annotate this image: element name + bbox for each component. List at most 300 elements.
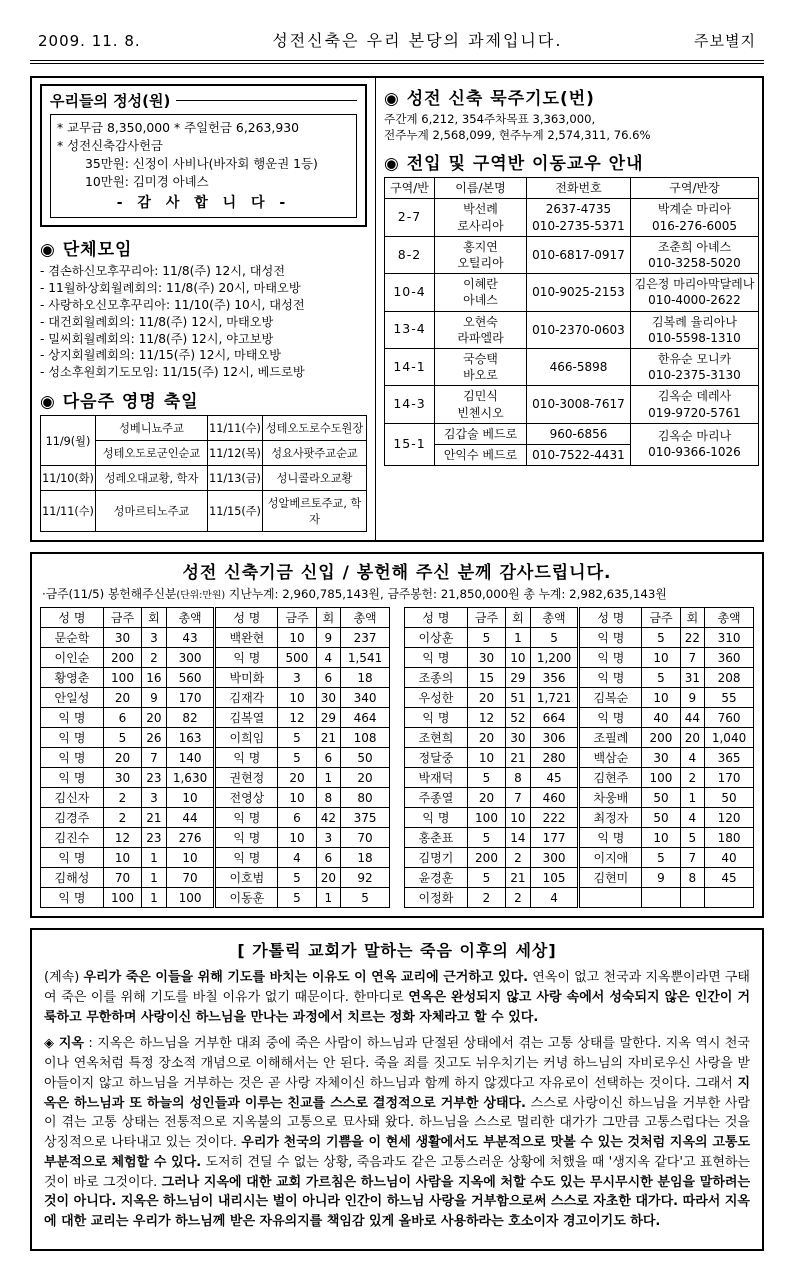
phone-cell	[527, 236, 631, 273]
table-row	[405, 848, 754, 868]
text-segment: ◈ 지옥	[44, 1036, 84, 1052]
donor-name-cell: 김현미	[579, 868, 642, 888]
donor-amount-cell: 30	[467, 648, 505, 668]
table-row	[385, 236, 759, 273]
donor-amount-cell: 44	[680, 708, 704, 728]
cell-line: 010-9025-2153	[532, 285, 625, 300]
donor-amount-cell: 464	[341, 708, 390, 728]
donor-amount-cell: 30	[103, 628, 141, 648]
offering-title-row	[50, 90, 357, 111]
donor-amount-cell: 20	[467, 728, 505, 748]
donor-amount-cell: 40	[705, 848, 754, 868]
donor-amount-cell: 5	[642, 668, 680, 688]
donor-name-cell: 이인순	[41, 648, 104, 668]
column-header: 구역/반	[385, 178, 435, 199]
table-row	[385, 386, 759, 423]
meeting-item: - 상지회월례회의: 11/15(주) 12시, 마태오방	[40, 348, 282, 363]
donor-amount-cell: 664	[530, 708, 579, 728]
donor-amount-cell: 3	[142, 628, 166, 648]
top-section	[30, 76, 764, 542]
header	[30, 26, 764, 64]
name-cell	[435, 199, 527, 236]
donor-name-cell: 안일성	[41, 688, 104, 708]
donor-amount-cell: 21	[142, 808, 166, 828]
donor-amount-cell: 4	[680, 808, 704, 828]
column-header: 회	[142, 608, 166, 628]
donor-amount-cell: 5	[467, 768, 505, 788]
donor-name-cell: 김복순	[579, 688, 642, 708]
donor-amount-cell: 5	[642, 848, 680, 868]
donor-amount-cell: 50	[341, 748, 390, 768]
table-row	[41, 768, 390, 788]
donor-amount-cell: 22	[680, 628, 704, 648]
donor-amount-cell: 222	[530, 808, 579, 828]
donor-amount-cell: 20	[103, 748, 141, 768]
cell-line: 로사리아	[457, 218, 504, 233]
donor-amount-cell: 356	[530, 668, 579, 688]
donor-amount-cell: 2	[142, 648, 166, 668]
name-cell	[435, 311, 527, 348]
table-row	[41, 728, 390, 748]
donor-name-cell: 백삼순	[579, 748, 642, 768]
table-row	[41, 888, 390, 908]
donor-amount-cell: 55	[705, 688, 754, 708]
donor-name-cell: 익 명	[215, 648, 278, 668]
donor-name-cell: 익 명	[579, 668, 642, 688]
cell-line: 010-2735-5371	[532, 218, 625, 233]
donor-name-cell: 익 명	[215, 848, 278, 868]
donor-name-cell: 윤경훈	[405, 868, 468, 888]
table-header-row	[41, 608, 390, 628]
donor-amount-cell: 52	[506, 708, 530, 728]
donor-amount-cell: 200	[103, 648, 141, 668]
donor-name-cell: 김해성	[41, 868, 104, 888]
donor-amount-cell: 180	[705, 828, 754, 848]
cell-line: 2637-4735	[545, 202, 612, 217]
leader-cell	[631, 199, 759, 236]
donor-amount-cell: 12	[278, 708, 316, 728]
donor-amount-cell: 20	[103, 688, 141, 708]
donor-name-cell: 익 명	[405, 648, 468, 668]
donor-amount-cell: 14	[506, 828, 530, 848]
donor-amount-cell: 5	[278, 868, 316, 888]
donor-amount-cell: 2	[467, 888, 505, 908]
donor-amount-cell: 365	[705, 748, 754, 768]
donor-amount-cell	[705, 888, 754, 908]
article-title: [ 가톨릭 교회가 말하는 죽음 이후의 세상]	[237, 941, 557, 961]
donor-amount-cell: 1	[142, 888, 166, 908]
donor-amount-cell: 760	[705, 708, 754, 728]
donor-name-cell: 차웅배	[579, 788, 642, 808]
text-segment: 우리가 천국의 기쁨을 이 현세 생활에서도 부분적으로 맛볼 수 있는 것처럼 지옥의 고통도 부분적으로 체험할 수 있다.	[44, 1135, 750, 1170]
donations-section	[30, 552, 764, 918]
donor-amount-cell: 10	[467, 748, 505, 768]
donor-amount-cell: 8	[316, 788, 340, 808]
donations-subtitle	[42, 585, 752, 602]
table-row	[405, 868, 754, 888]
donor-name-cell: 조필례	[579, 728, 642, 748]
donor-amount-cell: 560	[166, 668, 215, 688]
donor-name-cell: 조종의	[405, 668, 468, 688]
donor-name-cell: 우성한	[405, 688, 468, 708]
donor-amount-cell: 45	[705, 868, 754, 888]
donor-amount-cell: 5	[467, 828, 505, 848]
donor-amount-cell	[642, 888, 680, 908]
feast-cell: 성베니뇨주교	[96, 416, 208, 441]
donor-name-cell: 홍춘표	[405, 828, 468, 848]
meeting-item: - 11월하상회월례회의: 11/8(주) 20시, 마태오방	[40, 281, 301, 296]
donor-name-cell: 황영춘	[41, 668, 104, 688]
table-row	[41, 668, 390, 688]
donor-amount-cell: 8	[506, 768, 530, 788]
donor-amount-cell: 4	[316, 648, 340, 668]
column-header: 회	[506, 608, 530, 628]
donor-amount-cell: 20	[467, 788, 505, 808]
table-row	[41, 628, 390, 648]
donor-amount-cell: 5	[278, 888, 316, 908]
donor-amount-cell: 9	[142, 688, 166, 708]
cell-line: 박계순 마리아	[657, 202, 732, 217]
cell-line: 김은정 마리아막달레나	[634, 277, 755, 292]
thanks-line: - 감 사 합 니 다 -	[116, 194, 291, 211]
zone-cell: 13-4	[385, 311, 435, 348]
donor-amount-cell: 108	[341, 728, 390, 748]
donor-amount-cell: 4	[530, 888, 579, 908]
donor-amount-cell: 21	[316, 728, 340, 748]
donor-amount-cell: 3	[278, 668, 316, 688]
table-row	[41, 466, 367, 491]
donor-amount-cell: 1	[680, 788, 704, 808]
feast-cell: 11/11(수)	[208, 416, 263, 441]
feast-cell: 성니콜라오교황	[263, 466, 367, 491]
leader-cell	[631, 348, 759, 385]
column-header: 전화번호	[527, 178, 631, 199]
table-row	[405, 808, 754, 828]
donor-amount-cell: 26	[142, 728, 166, 748]
cell-line: 010-6817-0917	[532, 247, 625, 262]
cell-line: 국승택	[463, 351, 498, 366]
title-rule	[176, 100, 357, 101]
donor-amount-cell: 10	[642, 648, 680, 668]
feast-cell: 11/11(수)	[41, 491, 96, 532]
rosary-heading: ◉ 성전 신축 묵주기도(번)	[384, 89, 595, 109]
donor-amount-cell: 42	[316, 808, 340, 828]
offering-line: 35만원: 신정이 사비나(바자회 행운권 1등)	[85, 155, 318, 171]
table-row	[405, 788, 754, 808]
donor-amount-cell: 80	[341, 788, 390, 808]
donor-amount-cell: 360	[705, 648, 754, 668]
feast-cell: 성테오도로수도원장	[263, 416, 367, 441]
donor-name-cell: 익 명	[215, 748, 278, 768]
donor-amount-cell: 5	[103, 728, 141, 748]
name-cell: 안익수 베드로	[435, 444, 527, 465]
cell-line: 오현숙	[463, 314, 498, 329]
donor-amount-cell: 16	[142, 668, 166, 688]
donor-name-cell: 이지애	[579, 848, 642, 868]
donor-amount-cell: 82	[166, 708, 215, 728]
donor-name-cell: 익 명	[41, 748, 104, 768]
offering-detail-box	[50, 114, 357, 218]
cell-line: 010-5598-1310	[648, 330, 741, 345]
donor-name-cell: 전영상	[215, 788, 278, 808]
table-row	[41, 848, 390, 868]
donor-amount-cell: 1	[142, 868, 166, 888]
text-segment: (계속)	[44, 970, 84, 986]
donor-name-cell: 김현주	[579, 768, 642, 788]
feast-heading: ◉ 다음주 영명 축일	[40, 392, 199, 413]
donor-amount-cell: 1,541	[341, 648, 390, 668]
table-row	[405, 688, 754, 708]
donor-amount-cell: 1,040	[705, 728, 754, 748]
table-row	[41, 708, 390, 728]
column-header: 총액	[530, 608, 579, 628]
donor-amount-cell: 300	[166, 648, 215, 668]
donations-table-left	[40, 607, 390, 908]
table-row	[41, 688, 390, 708]
donor-amount-cell: 2	[506, 848, 530, 868]
cell-line: 010-4000-2622	[648, 293, 741, 308]
table-row	[405, 748, 754, 768]
cell-line: 오틸리아	[457, 256, 504, 271]
donor-amount-cell: 1,200	[530, 648, 579, 668]
donor-amount-cell: 45	[530, 768, 579, 788]
feast-cell: 성알베르토주교, 학자	[263, 491, 367, 532]
donor-amount-cell: 1	[316, 888, 340, 908]
donor-amount-cell: 23	[142, 768, 166, 788]
donor-amount-cell: 276	[166, 828, 215, 848]
donor-name-cell: 이동훈	[215, 888, 278, 908]
table-row	[385, 311, 759, 348]
text-segment: 지옥은 하느님과 또 하늘의 성인들과 이루는 친교를 스스로 결정적으로 거부한 상태다.	[44, 1075, 750, 1111]
donor-amount-cell: 120	[705, 808, 754, 828]
donor-amount-cell: 10	[278, 828, 316, 848]
phone-cell	[527, 199, 631, 236]
donor-amount-cell: 23	[142, 828, 166, 848]
donor-amount-cell: 10	[166, 788, 215, 808]
column-header: 금주	[278, 608, 316, 628]
text-segment: 스스로 사랑이신 하느님을 거부한 사람이 겪는 고통 상태는 전통적으로 지옥불의 고통으로 묘사돼 왔다. 하느님을 스스로 멀리한 대가가 그만큼 고통스럽다는 것을 상징적으로 나타내고 있는 것이다.	[44, 1095, 751, 1151]
meeting-item: - 대건회월례회의: 11/8(주) 12시, 마태오방	[40, 314, 274, 329]
leader-cell	[631, 311, 759, 348]
name-cell: 김갑술 베드로	[435, 423, 527, 444]
table-row	[41, 648, 390, 668]
donor-amount-cell: 20	[142, 708, 166, 728]
donor-name-cell: 박재덕	[405, 768, 468, 788]
donor-amount-cell: 70	[166, 868, 215, 888]
feast-cell: 11/10(화)	[41, 466, 96, 491]
leader-cell	[631, 423, 759, 465]
meeting-item: - 사랑하오신모후꾸리아: 11/10(주) 10시, 대성전	[40, 297, 305, 312]
donor-amount-cell: 500	[278, 648, 316, 668]
header-date: 2009. 11. 8.	[38, 32, 141, 50]
cell-line: 016-276-6005	[651, 218, 737, 233]
column-header: 금주	[103, 608, 141, 628]
donor-amount-cell: 10	[278, 788, 316, 808]
rosary-line: 전주누계 2,568,099, 현주누계 2,574,311, 76.6%	[384, 127, 651, 142]
donor-amount-cell: 140	[166, 748, 215, 768]
text-segment: 그러나 지옥에 대한 교회 가르침은 하느님이 사람을 지옥에 처할 수도 있는 무시무시한 분임을 말하려는 것이 아니다. 지옥은 하느님이 내리시는 벌이 아니라 인간이 하느님 사랑을 거부함으로써 스스로 자초한 대가다. 따라서 지옥에 대한 교리는 우리가 하느님께 받은 자유의지를 책임감 있게 올바로 사용하라는 호소이자 경고이기도 하다.	[44, 1174, 750, 1230]
table-row	[405, 888, 754, 908]
subtitle-week: ·금주(11/5) 봉헌해주신분	[42, 587, 177, 602]
offering-line: 10만원: 김미경 아녜스	[85, 173, 209, 189]
column-header: 회	[316, 608, 340, 628]
donor-name-cell: 익 명	[579, 628, 642, 648]
donor-amount-cell: 10	[642, 688, 680, 708]
cell-line: 010-3008-7617	[532, 397, 625, 412]
donor-amount-cell: 20	[278, 768, 316, 788]
donor-amount-cell: 29	[316, 708, 340, 728]
donor-amount-cell: 30	[506, 728, 530, 748]
zone-cell: 14-1	[385, 348, 435, 385]
donor-name-cell: 익 명	[579, 648, 642, 668]
donor-amount-cell: 6	[278, 808, 316, 828]
donor-name-cell: 김경주	[41, 808, 104, 828]
donor-name-cell: 익 명	[579, 708, 642, 728]
name-cell	[435, 236, 527, 273]
donor-name-cell: 조현희	[405, 728, 468, 748]
donor-amount-cell: 50	[705, 788, 754, 808]
cell-line: 김복례 율리아나	[652, 314, 737, 329]
donor-amount-cell: 100	[467, 808, 505, 828]
donor-amount-cell: 200	[467, 848, 505, 868]
donor-amount-cell: 2	[680, 768, 704, 788]
phone-cell	[527, 311, 631, 348]
feast-cell: 성테오도로군인순교	[96, 441, 208, 466]
table-row	[41, 788, 390, 808]
donor-amount-cell: 3	[316, 828, 340, 848]
donor-amount-cell: 18	[341, 668, 390, 688]
header-edition-label: 주보별지	[694, 32, 756, 50]
phone-cell: 960-6856	[527, 423, 631, 444]
column-header: 금주	[467, 608, 505, 628]
cell-line: 019-9720-5761	[648, 405, 741, 420]
subtitle-totals: 지난누계: 2,960,785,143원, 금주봉헌: 21,850,000원 총 누계: 2,982,635,143원	[225, 587, 667, 602]
donor-name-cell: 백완현	[215, 628, 278, 648]
donor-amount-cell: 29	[506, 668, 530, 688]
rosary-line: 주간계 6,212, 354주차목표 3,363,000,	[384, 112, 596, 126]
cell-line: 010-2370-0603	[532, 322, 625, 337]
donor-amount-cell: 21	[506, 868, 530, 888]
donor-amount-cell: 7	[506, 788, 530, 808]
donor-amount-cell: 1,721	[530, 688, 579, 708]
table-row	[41, 828, 390, 848]
donor-name-cell: 김명기	[405, 848, 468, 868]
cell-line: 아녜스	[463, 293, 498, 308]
donor-amount-cell	[680, 888, 704, 908]
phone-cell	[527, 348, 631, 385]
donor-amount-cell: 15	[467, 668, 505, 688]
donor-amount-cell: 44	[166, 808, 215, 828]
name-cell	[435, 348, 527, 385]
article-section	[30, 928, 764, 1251]
donor-amount-cell: 30	[642, 748, 680, 768]
donor-amount-cell: 163	[166, 728, 215, 748]
donations-title: 성전 신축기금 신입 / 봉헌해 주신 분께 감사드립니다.	[182, 563, 612, 584]
zone-cell: 8-2	[385, 236, 435, 273]
table-row	[385, 199, 759, 236]
feast-cell: 11/9(월)	[41, 416, 96, 466]
donor-amount-cell: 310	[705, 628, 754, 648]
donor-amount-cell: 6	[103, 708, 141, 728]
offering-box	[40, 84, 367, 227]
meeting-item: - 겸손하신모후꾸리아: 11/8(주) 12시, 대성전	[40, 264, 286, 279]
table-row	[405, 828, 754, 848]
donor-name-cell: 정달중	[405, 748, 468, 768]
donor-amount-cell: 12	[103, 828, 141, 848]
donor-amount-cell: 5	[680, 828, 704, 848]
donor-amount-cell: 5	[530, 628, 579, 648]
donor-amount-cell: 9	[642, 868, 680, 888]
column-header: 총액	[705, 608, 754, 628]
donor-amount-cell: 306	[530, 728, 579, 748]
donor-amount-cell: 10	[278, 688, 316, 708]
donor-amount-cell: 170	[166, 688, 215, 708]
donor-amount-cell: 208	[705, 668, 754, 688]
column-header: 성 명	[41, 608, 104, 628]
donor-amount-cell: 237	[341, 628, 390, 648]
cell-line: 김옥순 데레사	[657, 389, 732, 404]
donor-amount-cell: 9	[316, 628, 340, 648]
cell-line: 조춘희 아녜스	[657, 239, 732, 254]
donor-name-cell: 김복열	[215, 708, 278, 728]
column-header: 총액	[166, 608, 215, 628]
donor-amount-cell: 6	[316, 848, 340, 868]
donor-amount-cell: 70	[103, 868, 141, 888]
cell-line: 010-9366-1026	[648, 445, 741, 460]
subtitle-unit: (단위:만원)	[176, 590, 226, 602]
text-segment: 도저히 견딜 수 없는 상황, 죽음과도 같은 고통스러운 상황에 처했을 때 '생지옥 같다'고 표현하는 것이 바로 그것이다.	[44, 1154, 750, 1190]
table-row	[405, 628, 754, 648]
donor-amount-cell: 375	[341, 808, 390, 828]
donations-tables	[40, 607, 754, 908]
cell-line: 홍지연	[463, 239, 498, 254]
feast-cell: 11/13(금)	[208, 466, 263, 491]
donor-name-cell: 익 명	[215, 828, 278, 848]
text-segment: 우리가 죽은 이들을 위해 기도를 바치는 이유도 이 연옥 교리에 근거하고 있다.	[83, 970, 529, 986]
donor-amount-cell: 6	[316, 748, 340, 768]
donor-amount-cell: 3	[142, 788, 166, 808]
cell-line: 010-3258-5020	[648, 256, 741, 271]
donor-amount-cell: 4	[278, 848, 316, 868]
column-header: 회	[680, 608, 704, 628]
donor-name-cell: 익 명	[215, 808, 278, 828]
donor-amount-cell: 50	[642, 808, 680, 828]
table-row	[41, 868, 390, 888]
donor-amount-cell: 43	[166, 628, 215, 648]
phone-cell	[527, 274, 631, 311]
cell-line: 이혜란	[463, 277, 498, 292]
donor-name-cell: 주종열	[405, 788, 468, 808]
donor-amount-cell: 40	[642, 708, 680, 728]
column-header: 이름/본명	[435, 178, 527, 199]
offering-line: * 교무금 8,350,000 * 주일헌금 6,263,930	[57, 120, 299, 135]
feast-cell: 11/12(목)	[208, 441, 263, 466]
donor-amount-cell: 177	[530, 828, 579, 848]
donor-name-cell: 이상훈	[405, 628, 468, 648]
donor-amount-cell: 18	[341, 848, 390, 868]
donor-amount-cell: 6	[316, 668, 340, 688]
feast-table	[40, 415, 367, 532]
zone-cell: 10-4	[385, 274, 435, 311]
top-left-column	[32, 78, 376, 540]
cell-line: 라파엘라	[457, 330, 504, 345]
donor-amount-cell: 5	[467, 868, 505, 888]
donor-name-cell: 익 명	[41, 768, 104, 788]
donor-name-cell: 이호범	[215, 868, 278, 888]
donor-amount-cell: 10	[642, 828, 680, 848]
leader-cell	[631, 236, 759, 273]
donor-amount-cell: 20	[680, 728, 704, 748]
